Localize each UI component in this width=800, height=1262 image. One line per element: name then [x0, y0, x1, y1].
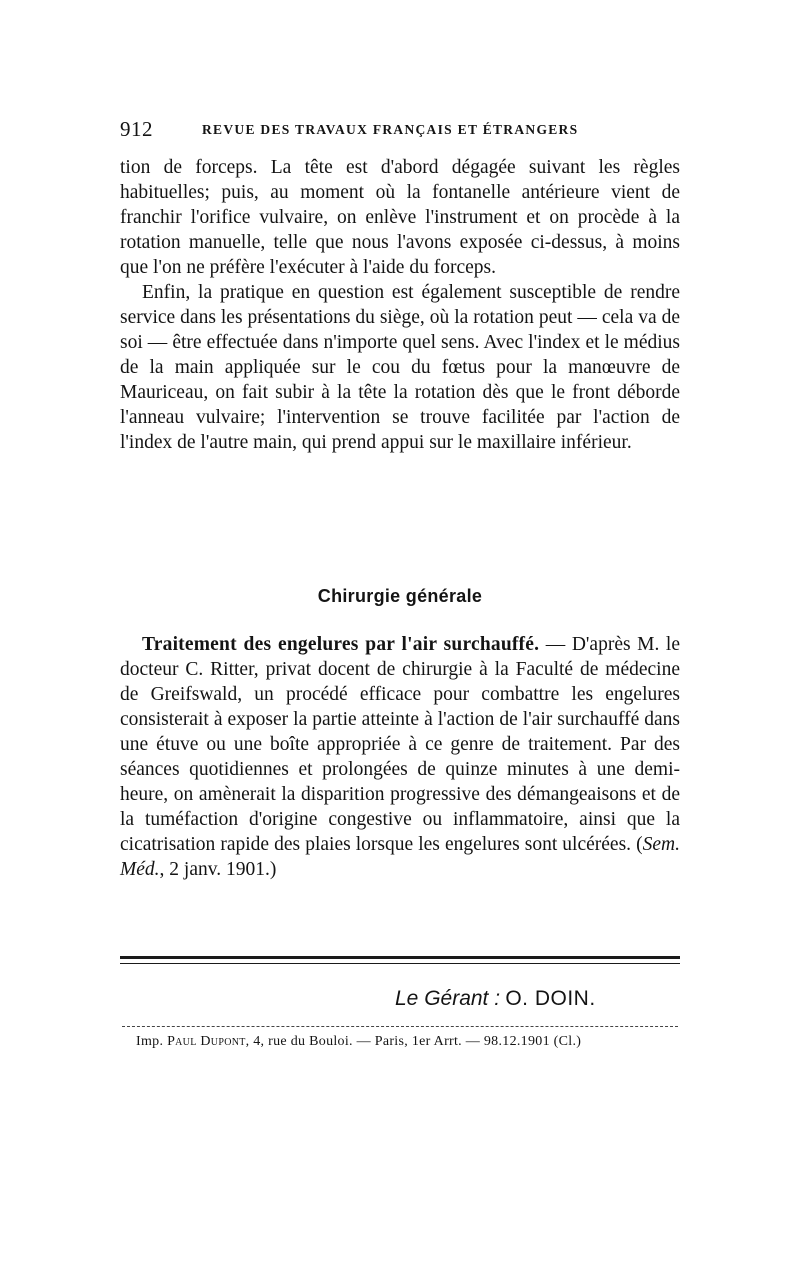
- paragraph-breech-presentation: Enfin, la pratique en question est également susceptible de rendre service dans les présentations du siège, où la rotation peut — cela va de soi — être effectuée dans n'importe quel sens. Avec l'index et le médius de la main appliquée sur le cou du fœtus pour la manœuvre de Mauriceau, on fait subir à la tête la rotation dès que le front déborde l'anneau vulvaire; l'intervention se trouve facilitée par l'action de l'index de l'autre main, qui prend appui sur le maxillaire inférieur.: [120, 282, 680, 453]
- imprint-printer: Paul Dupont: [167, 1034, 246, 1049]
- article-title: Traitement des engelures par l'air surchauffé.: [142, 634, 540, 655]
- article-source-journal: Sem. Méd.: [120, 834, 680, 880]
- imprint-address: , 4, rue du Bouloi. — Paris, 1er Arrt. — 98.12.1901 (Cl.): [245, 1034, 582, 1049]
- article-paragraph: [120, 632, 680, 882]
- article-body: — D'après M. le docteur C. Ritter, privat docent de chirurgie à la Faculté de médecine de Greifswald, un procédé efficace pour combattre les engelures consisterait à exposer la partie atteinte à l'action de l'air surchauffé dans une étuve ou une boîte appropriée à ce genre de traitement. Par des séances quotidiennes et prolongées de quinze minutes à une demi-heure, on amènerait la disparition progressive des démangeaisons et de la tuméfaction d'origine congestive ou inflammatoire, ainsi que la cicatrisation rapide des plaies lorsque les engelures sont ulcérées. (: [120, 634, 680, 855]
- article-source-date: , 2 janv. 1901.): [159, 859, 277, 880]
- section-heading: Chirurgie générale: [317, 586, 483, 606]
- article-block: [120, 632, 680, 882]
- closing-rule-thin: [120, 963, 680, 964]
- continued-text-block: [120, 155, 680, 455]
- paragraph-continuation: tion de forceps. La tête est d'abord dégagée suivant les règles habituelles; puis, au moment où la fontanelle antérieure vient de franchir l'orifice vulvaire, on enlève l'instrument et on procède à la rotation manuelle, telle que nous l'avons exposée ci-dessus, à moins que l'on ne préfère l'exécuter à l'aide du forceps.: [120, 157, 680, 278]
- managing-editor-signature: [395, 986, 596, 1011]
- closing-rule-thick: [120, 956, 680, 959]
- signature-role: Le Gérant :: [395, 987, 501, 1010]
- running-head: [120, 117, 682, 143]
- running-title: REVUE DES TRAVAUX FRANÇAIS ET ÉTRANGERS: [202, 122, 579, 137]
- page-number: 912: [120, 117, 153, 141]
- imprint-rule: [122, 1026, 678, 1027]
- imprint-prefix: Imp.: [136, 1034, 168, 1049]
- signature-name: O. DOIN.: [505, 987, 596, 1010]
- printer-imprint: [136, 1034, 581, 1050]
